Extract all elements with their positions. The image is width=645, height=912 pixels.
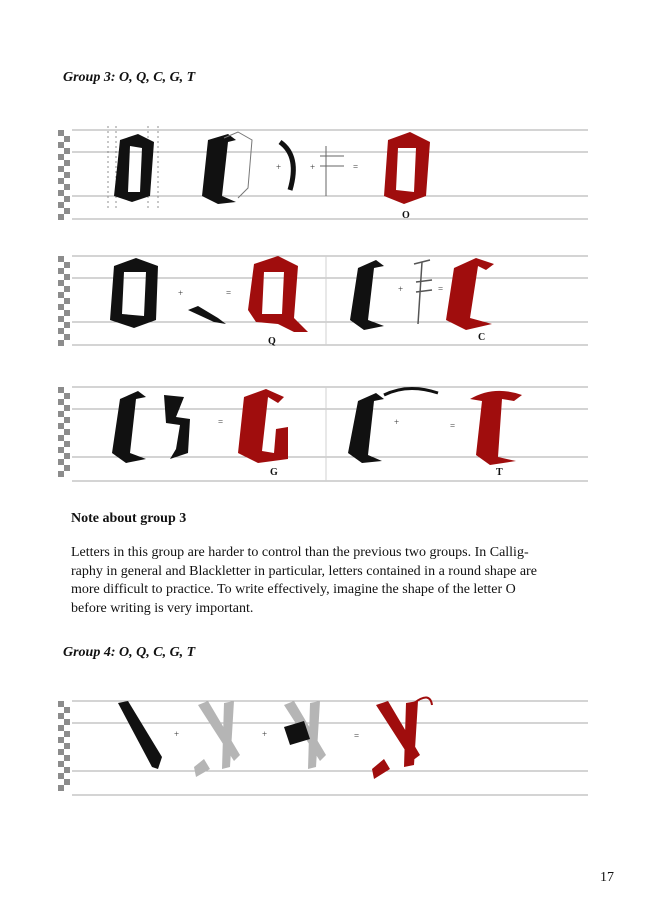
svg-text:+: + (178, 288, 184, 298)
practice-row-n (58, 697, 588, 801)
caption-o: O (402, 210, 410, 221)
svg-text:+: + (398, 284, 404, 294)
caption-g: G (270, 467, 278, 478)
svg-text:+: + (394, 417, 400, 427)
page-number: 17 (600, 870, 614, 885)
practice-row-q-c (58, 252, 588, 352)
group-4-title: Group 4: O, Q, C, G, T (63, 645, 196, 660)
note-line: before writing is very important. (71, 600, 254, 616)
svg-text:=: = (226, 288, 232, 298)
practice-row-o (58, 126, 588, 226)
caption-q: Q (268, 336, 276, 347)
note-line: more difficult to practice. To write effectively, imagine the shape of the letter O (71, 582, 516, 597)
svg-text:+: + (174, 729, 180, 739)
practice-row-g-t (58, 383, 588, 483)
svg-text:=: = (218, 417, 224, 427)
svg-text:=: = (354, 731, 360, 741)
svg-text:+: + (310, 162, 316, 172)
letter-n-strokes (58, 697, 588, 801)
svg-text:+: + (262, 729, 268, 739)
note-line: Letters in this group are harder to control than the previous two groups. In Callig- (71, 545, 529, 560)
svg-text:=: = (438, 284, 444, 294)
note-line: raphy in general and Blackletter in particular, letters contained in a round shape are (71, 563, 537, 579)
group-3-title: Group 3: O, Q, C, G, T (63, 70, 196, 85)
caption-t: T (496, 467, 503, 478)
svg-text:=: = (353, 162, 359, 172)
letter-o-strokes (58, 126, 588, 226)
svg-text:+: + (276, 162, 282, 172)
letter-q-c-strokes (58, 252, 588, 352)
letter-g-t-strokes (58, 383, 588, 483)
note-title: Note about group 3 (71, 511, 187, 526)
svg-text:=: = (450, 421, 456, 431)
caption-c: C (478, 332, 486, 343)
note-body (71, 544, 591, 618)
